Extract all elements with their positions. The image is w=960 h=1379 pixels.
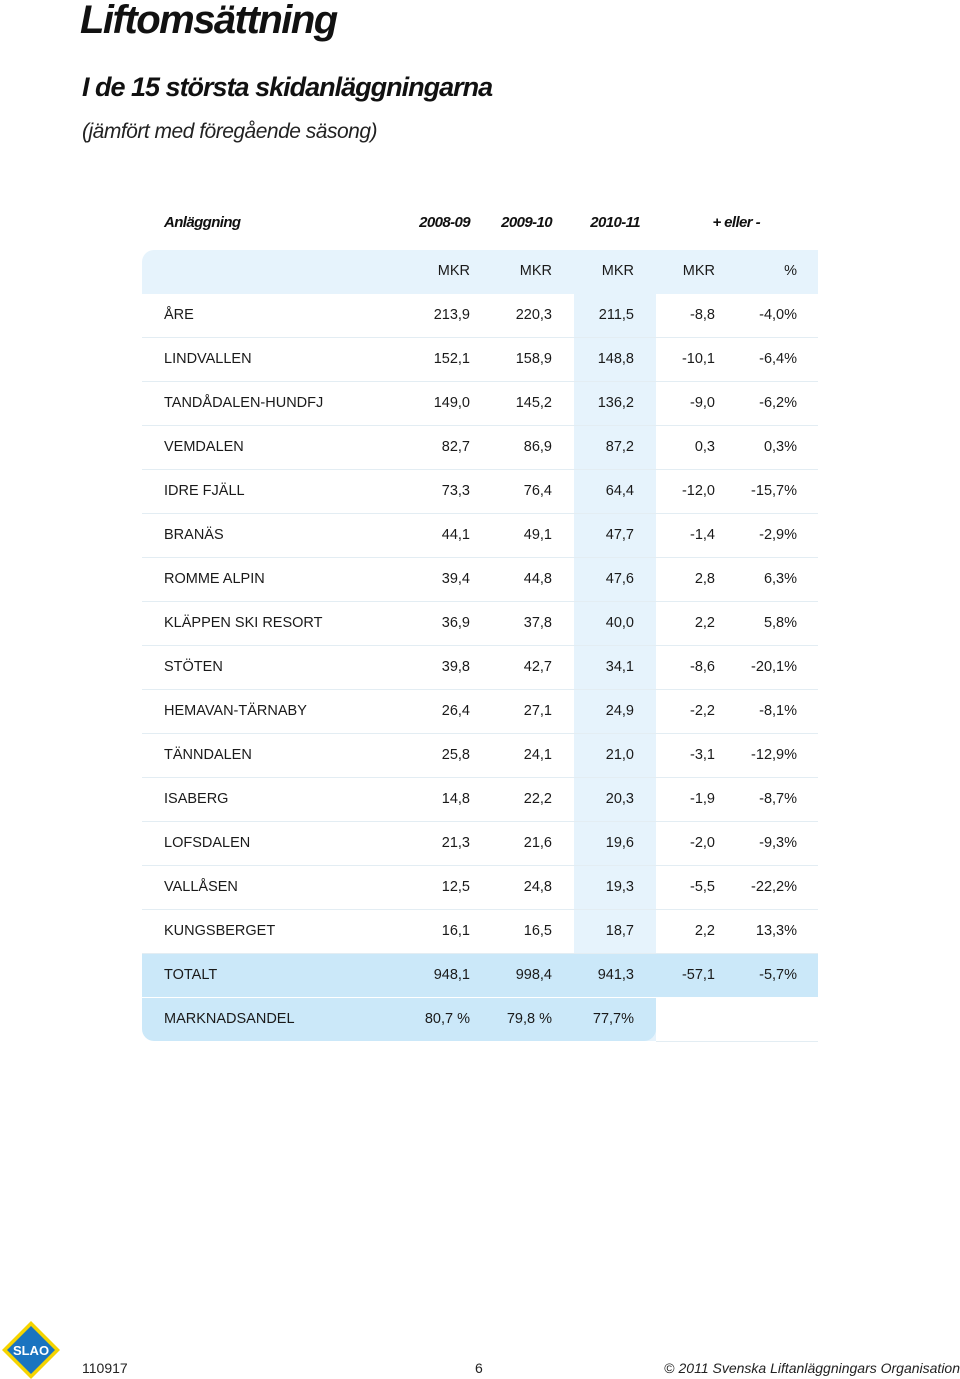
value-cell: -15,7% <box>751 483 797 499</box>
value-cell: 77,7% <box>592 1011 634 1027</box>
row-name: TOTALT <box>164 967 218 983</box>
row-name: BRANÄS <box>164 527 224 543</box>
table-row <box>142 690 818 734</box>
table-row <box>142 294 818 338</box>
table-row <box>142 822 818 866</box>
value-cell: 16,1 <box>441 923 470 939</box>
value-cell: 40,0 <box>605 615 634 631</box>
unit-cell: % <box>784 263 797 279</box>
value-cell: -6,2% <box>759 395 797 411</box>
value-cell: 213,9 <box>433 307 470 323</box>
value-cell: -22,2% <box>751 879 797 895</box>
value-cell: 24,1 <box>523 747 552 763</box>
value-cell: 49,1 <box>523 527 552 543</box>
copyright <box>664 1360 960 1376</box>
revenue-table <box>142 200 818 1041</box>
row-name: TANDÅDALEN-HUNDFJ <box>164 395 324 411</box>
value-cell: -3,1 <box>690 747 715 763</box>
value-cell: 21,6 <box>523 835 552 851</box>
page-number: 6 <box>475 1360 483 1376</box>
table-row <box>142 514 818 558</box>
value-cell: 158,9 <box>515 351 552 367</box>
value-cell: 22,2 <box>523 791 552 807</box>
value-cell: -57,1 <box>681 967 715 983</box>
header-2008-09: 2008-09 <box>419 214 470 231</box>
market-share-row <box>142 998 656 1041</box>
units-row <box>142 250 818 294</box>
table-row <box>142 734 818 778</box>
value-cell: -2,0 <box>690 835 715 851</box>
row-name: HEMAVAN-TÄRNABY <box>164 703 307 719</box>
value-cell: 24,9 <box>605 703 634 719</box>
row-name: KLÄPPEN SKI RESORT <box>164 615 323 631</box>
comparison-note: (jämfört med föregående säsong) <box>82 120 377 143</box>
copyright-symbol: © <box>664 1360 675 1376</box>
value-cell: 36,9 <box>441 615 470 631</box>
value-cell: 2,8 <box>694 571 715 587</box>
value-cell: 26,4 <box>441 703 470 719</box>
value-cell: 2,2 <box>694 923 715 939</box>
value-cell: 152,1 <box>433 351 470 367</box>
value-cell: 220,3 <box>515 307 552 323</box>
value-cell: 87,2 <box>605 439 634 455</box>
value-cell: -8,7% <box>759 791 797 807</box>
value-cell: -20,1% <box>751 659 797 675</box>
value-cell: -5,5 <box>690 879 715 895</box>
value-cell: 76,4 <box>523 483 552 499</box>
value-cell: 21,0 <box>605 747 634 763</box>
value-cell: 18,7 <box>605 923 634 939</box>
table-row <box>142 470 818 514</box>
value-cell: 47,6 <box>605 571 634 587</box>
row-name: TÄNNDALEN <box>164 747 252 763</box>
table-header <box>142 200 818 250</box>
table-row <box>142 778 818 822</box>
value-cell: 2,2 <box>694 615 715 631</box>
value-cell: 86,9 <box>523 439 552 455</box>
row-name: VALLÅSEN <box>164 879 238 895</box>
value-cell: 42,7 <box>523 659 552 675</box>
row-name: MARKNADSANDEL <box>164 1011 295 1027</box>
value-cell: 24,8 <box>523 879 552 895</box>
value-cell: 34,1 <box>605 659 634 675</box>
value-cell: 6,3% <box>763 571 797 587</box>
value-cell: 82,7 <box>441 439 470 455</box>
value-cell: -10,1 <box>681 351 715 367</box>
value-cell: 39,8 <box>441 659 470 675</box>
unit-cell: MKR <box>437 263 470 279</box>
unit-cell: MKR <box>682 263 715 279</box>
market-row-rule <box>656 1041 818 1042</box>
value-cell: 19,6 <box>605 835 634 851</box>
logo-text: SLAO <box>12 1343 50 1358</box>
table-row <box>142 338 818 382</box>
value-cell: 5,8% <box>763 615 797 631</box>
value-cell: -4,0% <box>759 307 797 323</box>
value-cell: 80,7 % <box>424 1011 470 1027</box>
value-cell: -5,7% <box>759 967 797 983</box>
row-name: LOFSDALEN <box>164 835 251 851</box>
row-name: IDRE FJÄLL <box>164 483 245 499</box>
value-cell: 21,3 <box>441 835 470 851</box>
value-cell: -12,9% <box>751 747 797 763</box>
value-cell: -6,4% <box>759 351 797 367</box>
value-cell: 27,1 <box>523 703 552 719</box>
value-cell: 44,8 <box>523 571 552 587</box>
header-2010-11: 2010-11 <box>590 214 640 231</box>
unit-cell: MKR <box>519 263 552 279</box>
table-body <box>142 250 818 1041</box>
value-cell: 136,2 <box>597 395 634 411</box>
value-cell: -9,3% <box>759 835 797 851</box>
table-row <box>142 910 818 954</box>
page-subtitle: I de 15 största skidanläggningarna <box>82 72 493 102</box>
value-cell: 948,1 <box>433 967 470 983</box>
total-row <box>142 954 818 998</box>
value-cell: 13,3% <box>755 923 797 939</box>
unit-cell: MKR <box>601 263 634 279</box>
page-title: Liftomsättning <box>80 0 337 42</box>
value-cell: 941,3 <box>597 967 634 983</box>
value-cell: 64,4 <box>605 483 634 499</box>
value-cell: 19,3 <box>605 879 634 895</box>
value-cell: 12,5 <box>441 879 470 895</box>
table-row <box>142 426 818 470</box>
header-anlaggning: Anläggning <box>164 214 241 231</box>
value-cell: -2,2 <box>690 703 715 719</box>
value-cell: -8,1% <box>759 703 797 719</box>
value-cell: 998,4 <box>515 967 552 983</box>
value-cell: 47,7 <box>605 527 634 543</box>
value-cell: 16,5 <box>523 923 552 939</box>
value-cell: 148,8 <box>597 351 634 367</box>
value-cell: 20,3 <box>605 791 634 807</box>
copyright-text: 2011 Svenska Liftanläggningars Organisation <box>678 1360 960 1376</box>
row-name: LINDVALLEN <box>164 351 252 367</box>
value-cell: -12,0 <box>681 483 715 499</box>
table-row <box>142 382 818 426</box>
value-cell: 79,8 % <box>506 1011 552 1027</box>
value-cell: 14,8 <box>441 791 470 807</box>
table-row <box>142 866 818 910</box>
value-cell: 211,5 <box>598 307 634 323</box>
value-cell: 25,8 <box>441 747 470 763</box>
value-cell: -8,6 <box>690 659 715 675</box>
table-row <box>142 646 818 690</box>
value-cell: -1,4 <box>690 527 715 543</box>
value-cell: 37,8 <box>523 615 552 631</box>
value-cell: 0,3 <box>694 439 715 455</box>
page-footer <box>0 1315 960 1378</box>
row-name: ISABERG <box>164 791 229 807</box>
value-cell: -8,8 <box>690 307 715 323</box>
row-name: KUNGSBERGET <box>164 923 276 939</box>
row-name: ROMME ALPIN <box>164 571 265 587</box>
value-cell: 149,0 <box>433 395 470 411</box>
value-cell: 73,3 <box>441 483 470 499</box>
table-row <box>142 602 818 646</box>
document-code: 110917 <box>82 1360 128 1376</box>
value-cell: -9,0 <box>690 395 715 411</box>
value-cell: 145,2 <box>515 395 552 411</box>
value-cell: 39,4 <box>441 571 470 587</box>
row-name: VEMDALEN <box>164 439 244 455</box>
value-cell: -1,9 <box>690 791 715 807</box>
header-2009-10: 2009-10 <box>501 214 552 231</box>
slao-logo-icon <box>0 1317 62 1379</box>
value-cell: 44,1 <box>441 527 470 543</box>
value-cell: 0,3% <box>763 439 797 455</box>
row-name: ÅRE <box>164 307 194 323</box>
table-row <box>142 558 818 602</box>
value-cell: -2,9% <box>759 527 797 543</box>
header-change: + eller - <box>712 214 760 231</box>
row-name: STÖTEN <box>164 659 223 675</box>
